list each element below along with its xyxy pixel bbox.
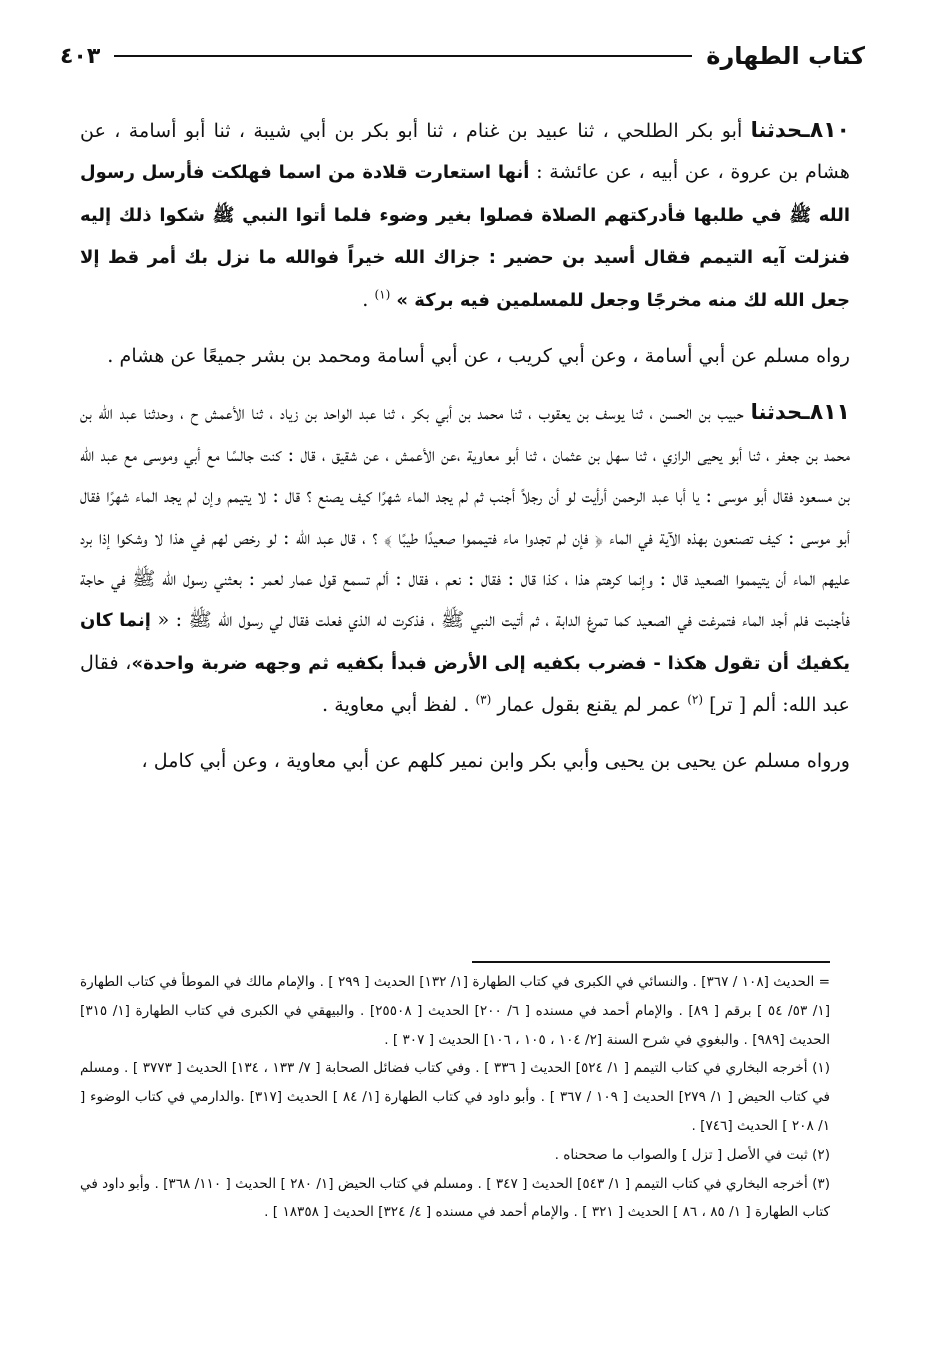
hadith-text: . لفظ أبي معاوية .	[322, 693, 476, 717]
hadith-matn: أنها استعارت قلادة من اسما فهلكت فأرسل رسول الله ﷺ في طلبها فأدركتهم الصلاة فصلوا بغير وضوء فلما أتوا النبي ﷺ شكوا ذلك إليه فنزلت آيه التيمم فقال أسيد بن حضير : جزاك الله خيراً فوالله ما نزل بك أمر قط إلا جعل الله لك منه مخرجًا وجعل للمسلمين فيه بركة »	[80, 162, 850, 311]
footnote-ref: (١)	[374, 287, 391, 302]
running-header	[60, 38, 865, 74]
chapter-title: كتاب الطهارة	[706, 42, 865, 70]
footnote-ref: (٢)	[687, 692, 704, 707]
hadith-810	[80, 110, 850, 321]
footnote-rule	[472, 961, 830, 963]
footnote-3: (٣) أخرجه البخاري في كتاب التيمم [ ١/ ٥٤٣] الحديث [ ٣٤٧ ] . ومسلم في كتاب الحيض [١/ ٢٨٠ ] الحديث [ ١١٠/ ٣٦٨] . وأبو داود في كتاب الطهارة [ ١/ ٨٥ ، ٨٦ ] الحديث [ ٣٢١ ] . والإمام أحمد في مسنده [ ٤/ ٣٢٤] الحديث [ ١٨٣٥٨ ] .	[80, 1175, 830, 1221]
footnotes	[80, 968, 830, 1227]
hadith-text: عمر لم يقنع بقول عمار	[497, 693, 688, 717]
footnote-ref: (٣)	[475, 692, 492, 707]
footnote-2: (٢) ثبت في الأصل [ تزل ] والصواب ما صححناه .	[554, 1146, 830, 1163]
hadith-text: حبيب بن الحسن ، ثنا يوسف بن يعقوب ، ثنا محمد بن أبي بكر ، ثنا عبد الواحد بن زياد ، ثنا الأعمش ح ، وحدثنا عبد الله بن محمد بن جعفر ، ثنا أبو يحيى الرازي ، ثنا سهل بن عثمان ، ثنا أبو معاوية ،عن الأعمش ، عن شقيق ، قال : كنت جالسًا مع أبي وموسى مع عبد الله بن مسعود فقال أبو موسى : يا أبا عبد الرحمن أرأيت لو أن رجلاً أجنب ثم لم يجد الماء شهرًا كيف يصنع ؟ قال : لا يتيمم وإن لم يجد الماء شهرًا فقال أبو موسى : كيف تصنعون بهذه الآية في الماء ﴿ فإن لم تجدوا ماء فتيمموا صعيدًا طيبًا ﴾ ؟ ، قال عبد الله : لو رخص لهم في هذا لا وشكوا إذا برد عليهم الماء أن يتيمموا الصعيد قال : وإنما كرهتم هذا ، كذا قال : فقال : نعم ، فقال : ألم تسمع قول عمار لعمر : بعثني رسول الله ﷺ في حاجة فأجنبت فلم أجد الماء فتمرغت في الصعيد كما تمرغ الدابة ، ثم أتيت النبي ﷺ ، فذكرت له الذي فعلت فقال لي رسول الله ﷺ : «	[80, 401, 850, 632]
footnote-1: (١) أخرجه البخاري في كتاب التيمم [ ١/ ٥٢٤] الحديث [ ٣٣٦ ] . وفي كتاب فضائل الصحابة [ ٧/ ١٣٣ ، ١٣٤] الحديث [ ٣٧٧٣ ] . ومسلم في كتاب الحيض [ ١/ ٢٧٩] الحديث [ ١٠٩ / ٣٦٧ ] . وأبو داود في كتاب الطهارة [١/ ٨٤ ] الحديث [٣١٧] .والدارمي في كتاب الوضوء [ ١/ ٢٠٨ ] الحديث [٧٤٦] .	[80, 1060, 831, 1134]
hadith-keyword: حدثنا	[750, 118, 803, 142]
narration-810: رواه مسلم عن أبي أسامة ، وعن أبي كريب ، عن أبي أسامة ومحمد بن بشر جميعًا عن هشام .	[107, 344, 850, 368]
hadith-811	[80, 392, 850, 725]
header-rule	[114, 55, 692, 57]
hadith-text: ، فقال عبد الله: ألم [ تر]	[80, 650, 850, 717]
hadith-matn: إنما كان يكفيك أن تقول هكذا - فضرب بكفيه إلى الأرض فبدأ بكفيه ثم وجهه ضربة واحدة»	[80, 610, 850, 674]
main-text	[80, 110, 850, 781]
footnote-continuation: = الحديث [١٠٨ / ٣٦٧] . والنسائي في الكبرى في كتاب الطهارة [١/ ١٣٢] الحديث [ ٢٩٩ ] . والإمام مالك في الموطأ في كتاب الطهارة [١/ ٥٣/ ٥٤ ] برقم [ ٨٩] . والإمام أحمد في مسنده [ ٦/ ٢٠٠] الحديث [ ٢٥٥٠٨] . والبيهقي في الكبرى في كتاب الطهارة [١/ ٣١٥] الحديث [٩٨٩] . والبغوي في شرح السنة [٢/ ١٠٤ ، ١٠٥ ، ١٠٦] الحديث [ ٣٠٧ ] .	[80, 974, 831, 1048]
hadith-isnad: أبو بكر الطلحي ، ثنا عبيد بن غنام ، ثنا أبو بكر بن أبي شيبة ، ثنا أبو أسامة ، عن هشام بن عروة ، عن أبيه ، عن عائشة :	[80, 119, 850, 184]
hadith-number: ٨١٠ـ	[802, 118, 850, 143]
hadith-end: .	[362, 287, 375, 311]
narration-811: ورواه مسلم عن يحيى بن يحيى وأبي بكر وابن نمير كلهم عن أبي معاوية ، وعن أبي كامل ،	[141, 748, 850, 772]
hadith-keyword: حدثنا	[750, 400, 803, 425]
page-number: ٤٠٣	[60, 43, 101, 69]
hadith-number: ٨١١ـ	[802, 400, 850, 426]
